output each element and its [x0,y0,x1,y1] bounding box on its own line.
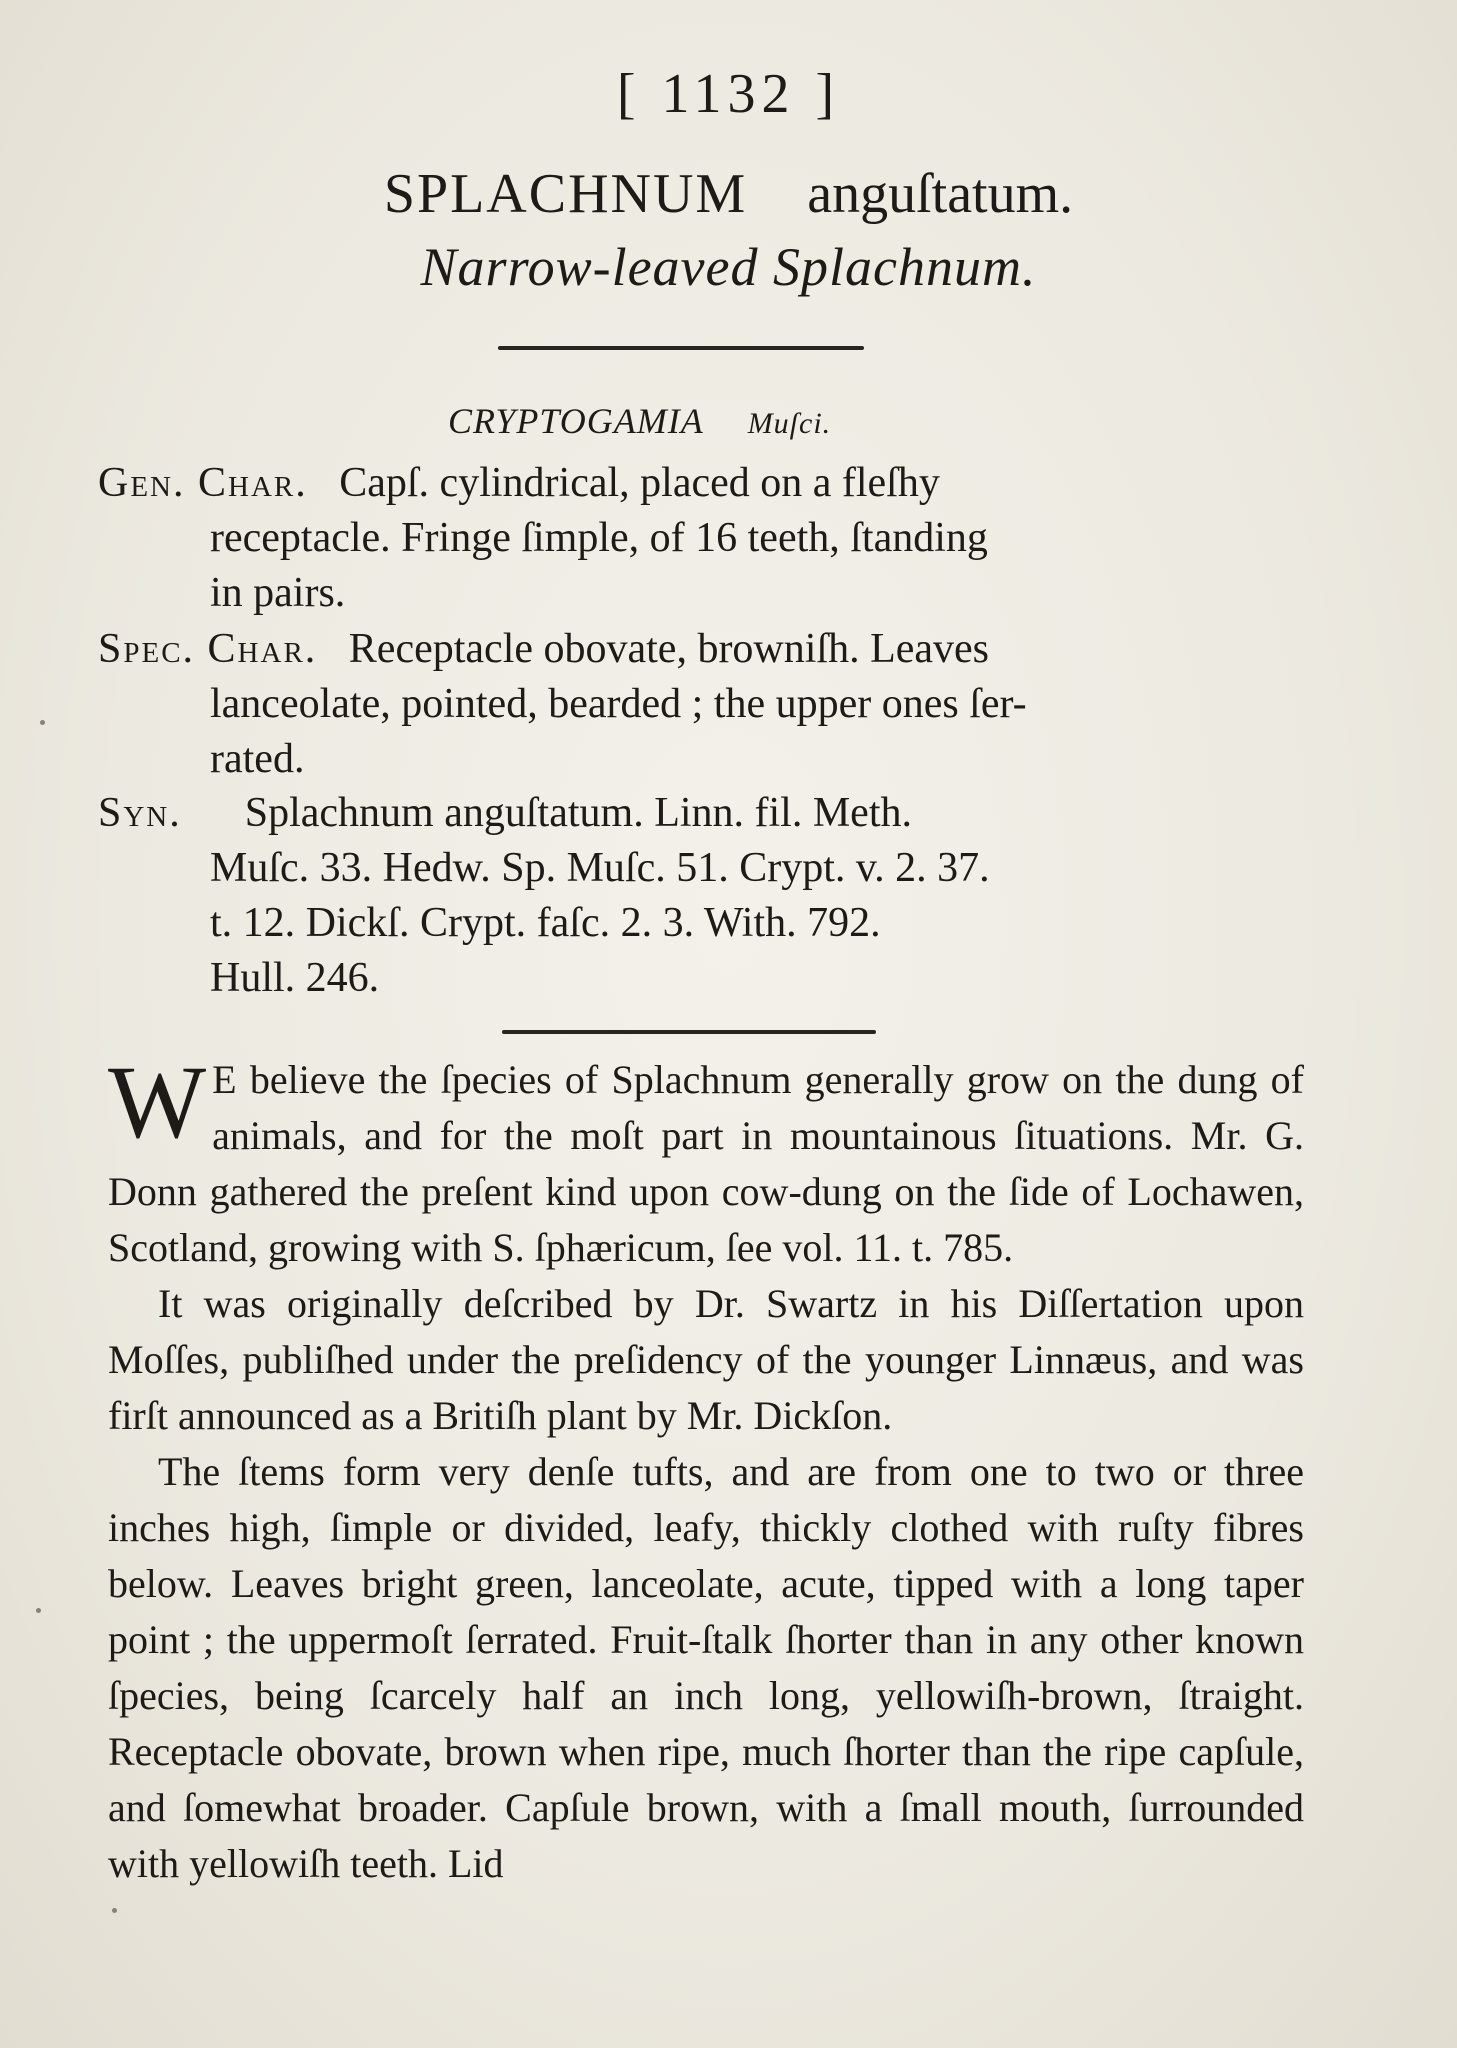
divider-rule-top [498,346,864,350]
common-name: Narrow-leaved Splachnum. [420,237,1037,297]
divider-rule-bottom [502,1030,876,1034]
spec-char-line-3: rated. [210,736,305,782]
drop-cap: W [108,1045,207,1160]
order-name: Muſci. [747,407,832,440]
syn-line-3: t. 12. Dickſ. Crypt. faſc. 2. 3. With. 792. [210,900,881,946]
species-title [0,162,1457,226]
classification [448,400,831,442]
gen-char-line-1: Capſ. cylindrical, placed on a fleſhy [339,460,940,506]
spec-char-label: Spec. Char. [98,626,318,672]
syn-label: Syn. [98,790,182,836]
gen-char-label: Gen. Char. [98,460,308,506]
species-epithet: anguſtatum. [807,163,1074,225]
paper-speck [36,1608,41,1613]
paragraph-1 [108,1045,1304,1276]
description-body [108,1045,1304,1892]
paragraph-1-text: E believe the ſpecies of Splachnum generally grow on the dung of animals, and for the moſt part in mountainous ſituations. Mr. G. Donn gathered the preſent kind upon cow-dung on the ſide of Lochawen, Scotland, growing with S. ſphæricum, ſee vol. 11. t. 785. [108,1057,1304,1270]
genus-name: SPLACHNUM [383,163,748,225]
paper-speck [40,720,45,725]
page-number: [ 1132 ] [616,63,841,125]
syn-line-4: Hull. 246. [210,955,380,1001]
synonymy [98,786,1278,1006]
generic-character [98,456,1278,621]
class-name: CRYPTOGAMIA [448,401,704,441]
syn-line-2: Muſc. 33. Hedw. Sp. Muſc. 51. Crypt. v. 2. 37. [210,845,990,891]
specific-character [98,622,1278,787]
spec-char-line-2: lanceolate, pointed, bearded ; the upper ones ſer- [210,681,1027,727]
gen-char-line-2: receptacle. Fringe ſimple, of 16 teeth, ſtanding [210,515,988,561]
paragraph-2: It was originally deſcribed by Dr. Swartz in his Diſſertation upon Moſſes, publiſhed under the preſidency of the younger Linnæus, and was firſt announced as a Britiſh plant by Mr. Dickſon. [108,1281,1304,1438]
paragraph-3: The ſtems form very denſe tufts, and are from one to two or three inches high, ſimple or divided, leafy, thickly clothed with ruſty fibres below. Leaves bright green, lanceolate, acute, tipped with a long taper point ; the uppermoſt ſerrated. Fruit-ſtalk ſhorter than in any other known ſpecies, being ſcarcely half an inch long, yellowiſh-brown, ſtraight. Receptacle obovate, brown when ripe, much ſhorter than the ripe capſule, and ſomewhat broader. Capſule brown, with a ſmall mouth, ſurrounded with yellowiſh teeth. Lid [108,1449,1304,1886]
spec-char-line-1: Receptacle obovate, browniſh. Leaves [348,626,990,672]
syn-line-1: Splachnum anguſtatum. Linn. fil. Meth. [244,790,912,836]
paper-speck [112,1908,117,1913]
gen-char-line-3: in pairs. [210,570,346,616]
